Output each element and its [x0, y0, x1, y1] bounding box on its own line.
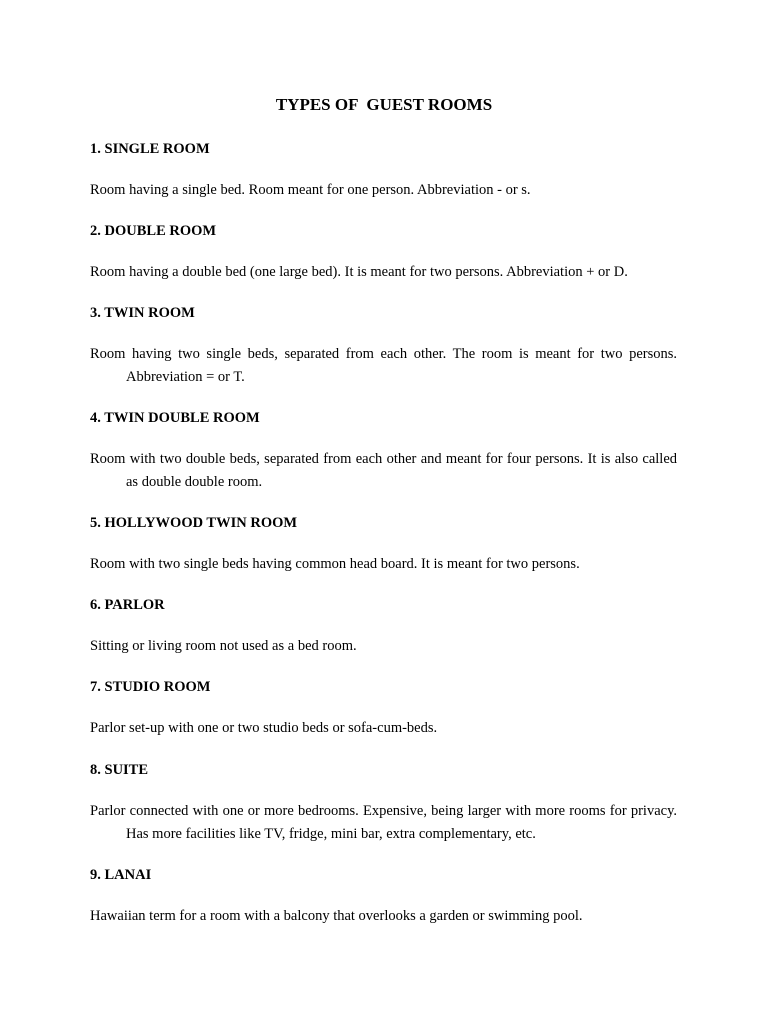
section-heading-studio-room: 7. STUDIO ROOM [90, 679, 211, 695]
section-heading-twin-double-room: 4. TWIN DOUBLE ROOM [90, 410, 260, 426]
section-heading-parlor: 6. PARLOR [90, 597, 165, 613]
section-heading-double-room: 2. DOUBLE ROOM [90, 223, 217, 239]
section-text-single-room: Room having a single bed. Room meant for one person. Abbreviation - or s. [90, 182, 531, 198]
section-text-twin-double-room: Room with two double beds, separated from each other and meant for four persons. It is also called as double double room. [90, 451, 677, 490]
section-heading-lanai: 9. LANAI [90, 867, 152, 883]
section-heading-suite: 8. SUITE [90, 762, 149, 778]
section-heading-twin-room: 3. TWIN ROOM [90, 305, 195, 321]
section-text-double-room: Room having a double bed (one large bed). It is meant for two persons. Abbreviation + or D. [90, 264, 628, 280]
section-text-lanai: Hawaiian term for a room with a balcony that overlooks a garden or swimming pool. [90, 908, 583, 924]
section-text-suite: Parlor connected with one or more bedrooms. Expensive, being larger with more rooms for privacy. Has more facilities like TV, fridge, mini bar, extra complementary, etc. [90, 803, 677, 842]
document-title: TYPES OF GUEST ROOMS [275, 95, 493, 114]
section-heading-hollywood-twin-room: 5. HOLLYWOOD TWIN ROOM [90, 515, 298, 531]
section-text-hollywood-twin-room: Room with two single beds having common head board. It is meant for two persons. [90, 556, 580, 572]
section-text-studio-room: Parlor set-up with one or two studio beds or sofa-cum-beds. [90, 720, 438, 736]
section-heading-single-room: 1. SINGLE ROOM [90, 141, 210, 157]
section-text-parlor: Sitting or living room not used as a bed room. [90, 638, 357, 654]
section-text-twin-room: Room having two single beds, separated from each other. The room is meant for two persons. Abbreviation = or T. [90, 346, 677, 385]
